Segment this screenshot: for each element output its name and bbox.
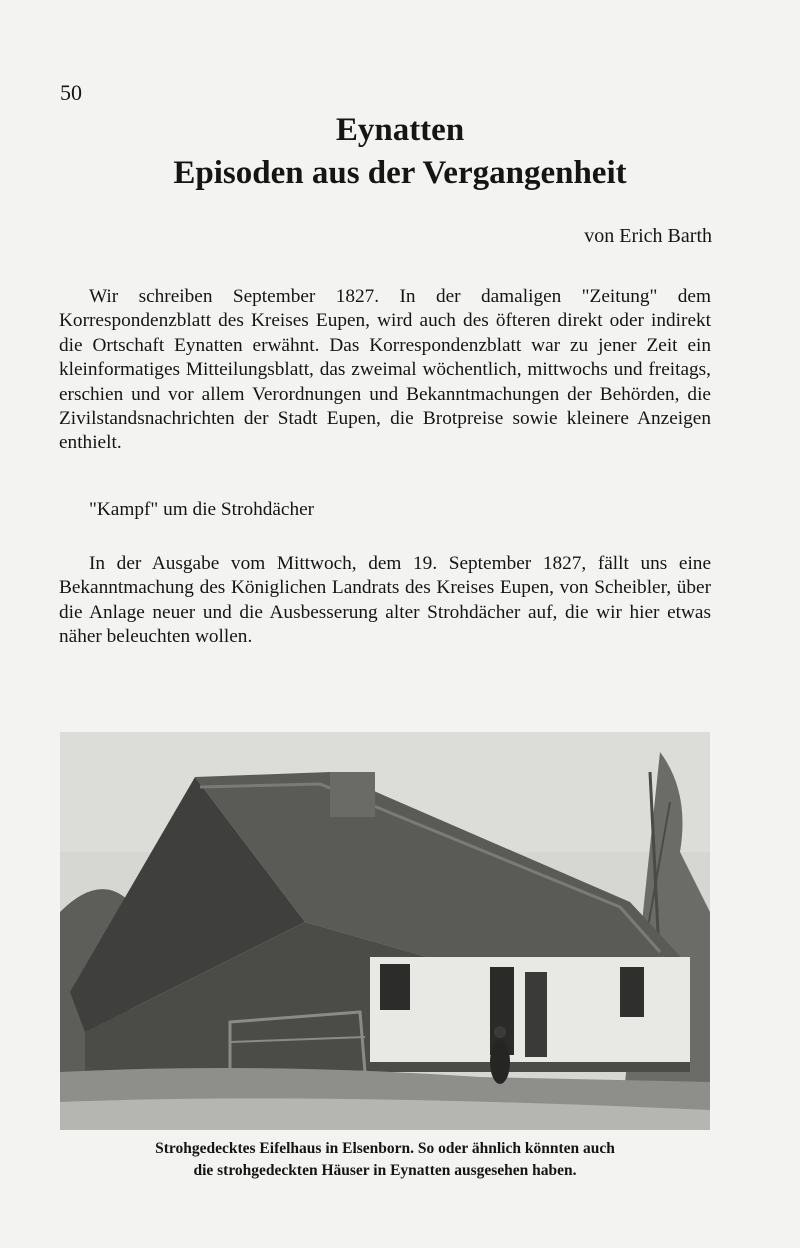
paragraph-intro: Wir schreiben September 1827. In der damaligen "Zeitung" dem Korrespondenzblatt des Kreises Eupen, wird auch des öfteren direkt oder indirekt die Ortschaft Eynatten erwähnt. Das Korrespondenzblatt war zu jener Zeit ein kleinformatiges Mitteilungsblatt, das zweimal wöchentlich, mittwochs und freitags, erschien und vor allem Verordnungen und Bekanntmachungen der Behörden, die Zivilstandsnachrichten der Stadt Eupen, die Brotpreise sowie kleinere Anzeigen enthielt.: [59, 286, 711, 454]
section-heading: "Kampf" um die Strohdächer: [89, 499, 315, 520]
figure-caption-line1: Strohgedecktes Eifelhaus in Elsenborn. So oder ähnlich könnten auch: [155, 1140, 615, 1157]
article-title: Eynatten: [335, 112, 465, 148]
author-byline: von Erich Barth: [584, 225, 712, 247]
page-number: 50: [60, 80, 82, 105]
photo-thatched-house: [60, 732, 710, 1130]
figure-caption-line2: die strohgedeckten Häuser in Eynatten ausgesehen haben.: [193, 1162, 577, 1179]
article-subtitle: Episoden aus der Vergangenheit: [173, 155, 627, 191]
paragraph-announcement: In der Ausgabe vom Mittwoch, dem 19. September 1827, fällt uns eine Bekanntmachung des Königlichen Landrats des Kreises Eupen, von Scheibler, über die Anlage neuer und die Ausbesserung alter Strohdächer auf, die wir hier etwas näher beleuchten wollen.: [59, 553, 711, 648]
